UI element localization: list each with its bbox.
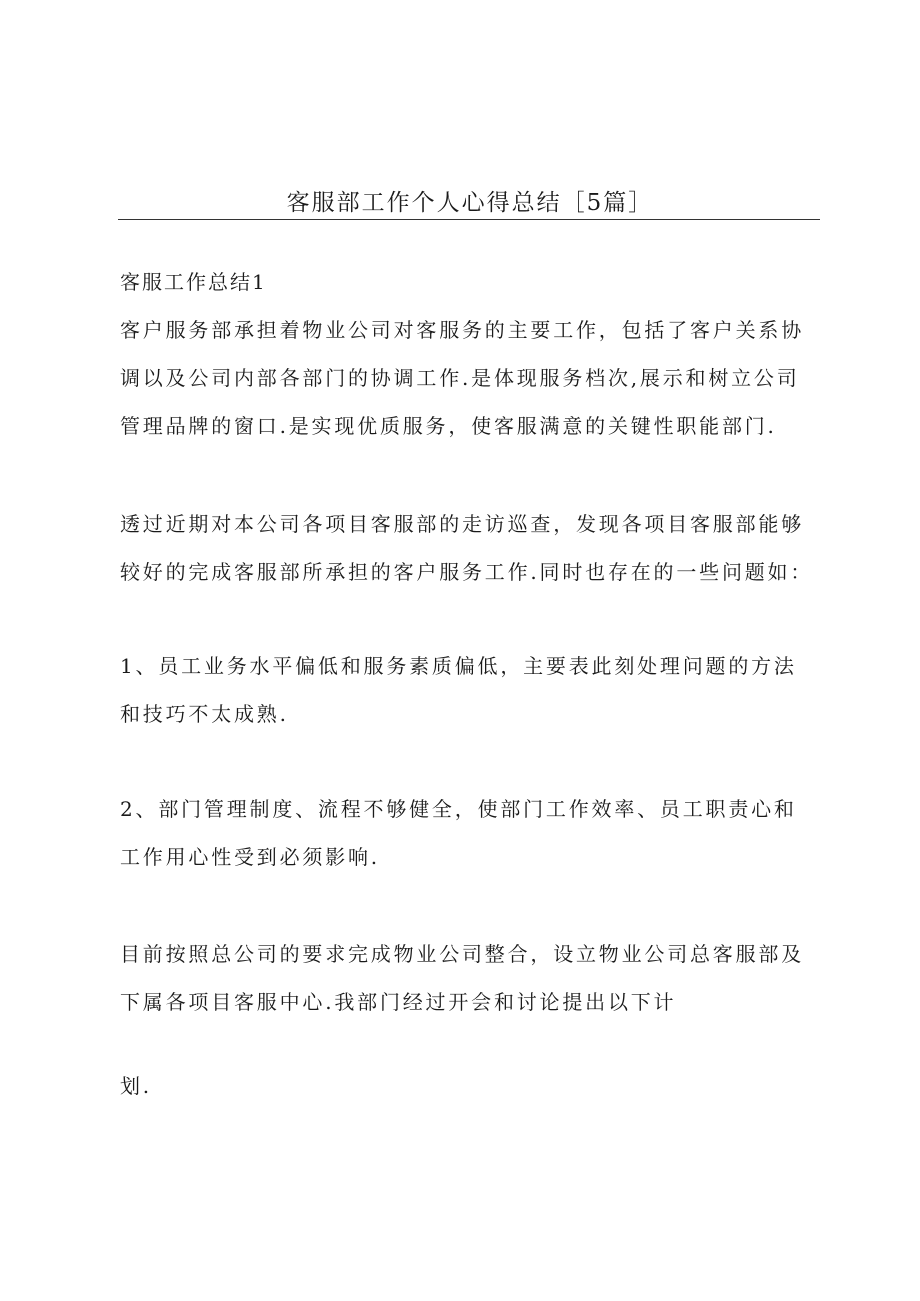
list-item-line: 2、部门管理制度、流程不够健全，使部门工作效率、员工职责心和 — [120, 797, 797, 821]
paragraph-line: 下属各项目客服中心.我部门经过开会和讨论提出以下计 — [120, 990, 677, 1014]
list-item-line: 和技巧不太成熟. — [120, 702, 289, 726]
paragraph-line: 划. — [120, 1074, 152, 1098]
document-title: 客服部工作个人心得总结［5篇］ — [286, 190, 654, 216]
list-item-line: 工作用心性受到必须影响. — [120, 845, 380, 869]
paragraph-line: 目前按照总公司的要求完成物业公司整合，设立物业公司总客服部及 — [120, 942, 804, 966]
paragraph-line: 透过近期对本公司各项目客服部的走访巡查，发现各项目客服部能够 — [120, 512, 804, 536]
paragraph-line: 较好的完成客服部所承担的客户服务工作.同时也存在的一些问题如： — [120, 560, 814, 584]
paragraph-line: 管理品牌的窗口.是实现优质服务，使客服满意的关键性职能部门. — [120, 414, 777, 438]
list-item-line: 1、员工业务水平偏低和服务素质偏低，主要表此刻处理问题的方法 — [120, 654, 797, 678]
title-underline — [118, 219, 820, 220]
paragraph-line: 客户服务部承担着物业公司对客服务的主要工作，包括了客户关系协 — [120, 318, 804, 342]
paragraph-line: 调以及公司内部各部门的协调工作.是体现服务档次,展示和树立公司 — [120, 366, 800, 390]
section-heading: 客服工作总结1 — [120, 270, 267, 294]
